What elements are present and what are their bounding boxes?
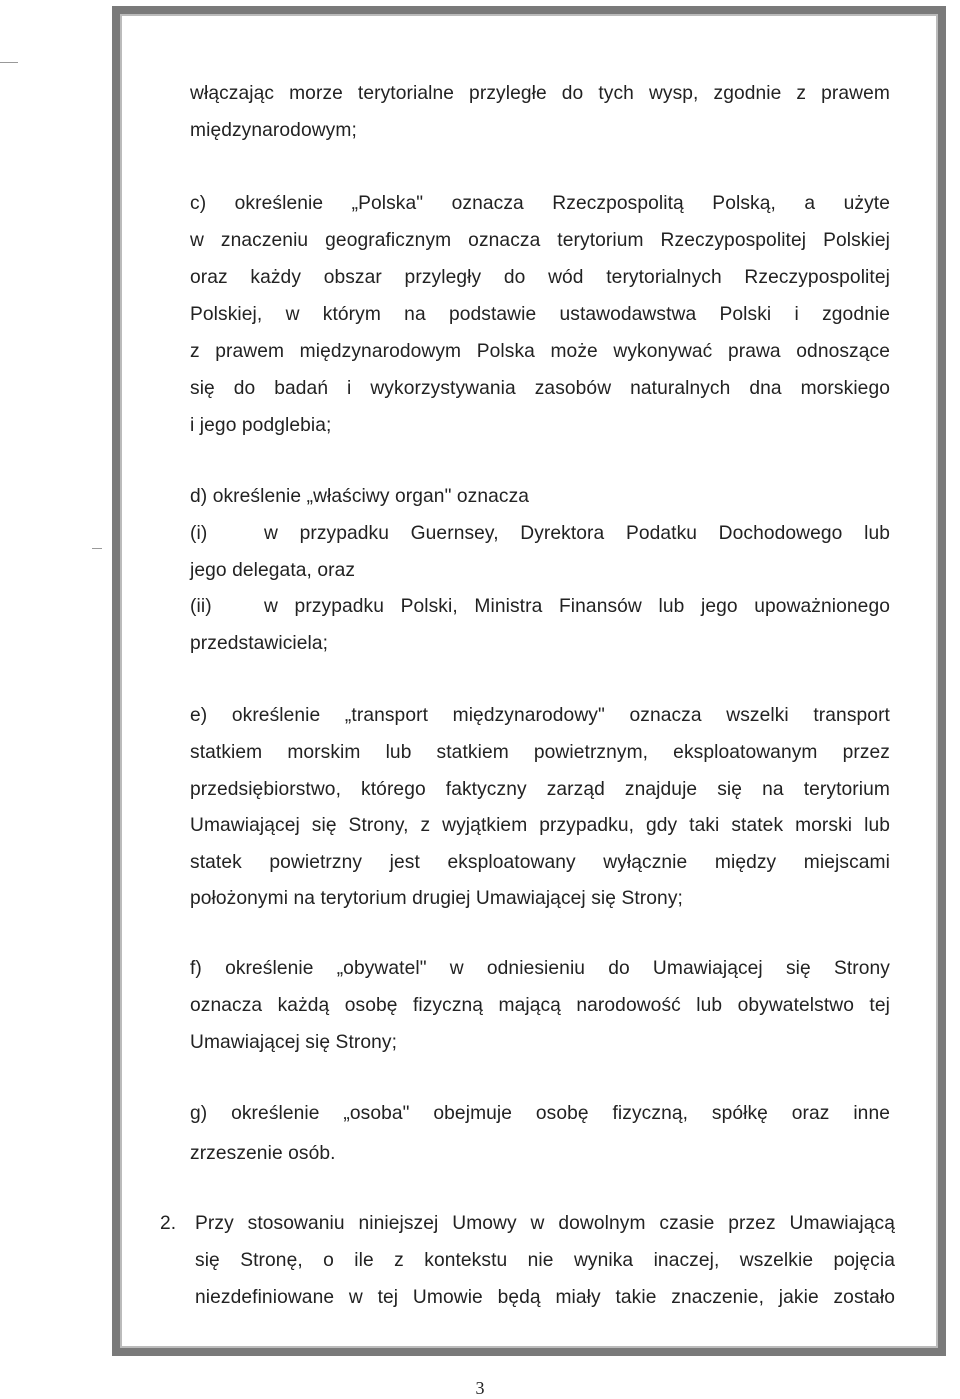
sub-item-marker: (ii)	[190, 596, 212, 617]
text-line: jego delegata, oraz	[190, 560, 356, 581]
text-line: międzynarodowym;	[190, 120, 357, 141]
scan-mark	[92, 548, 102, 549]
text-line: zrzeszenie osób.	[190, 1143, 336, 1164]
text-line: w znaczeniu geograficznym oznacza terytorium Rzeczypospolitej Polskiej	[190, 230, 890, 251]
text-line-sub-i	[190, 522, 890, 546]
text-line: Przy stosowaniu niniejszej Umowy w dowolnym czasie przez Umawiającą	[195, 1213, 895, 1234]
sub-item-text: w przypadku Polski, Ministra Finansów lub jego upoważnionego	[264, 596, 890, 617]
text-line: się Stronę, o ile z kontekstu nie wynika inaczej, wszelkie pojęcia	[195, 1250, 895, 1271]
text-line: niezdefiniowane w tej Umowie będą miały takie znaczenie, jakie zostało	[195, 1287, 895, 1308]
text-line: się do badań i wykorzystywania zasobów naturalnych dna morskiego	[190, 378, 890, 399]
text-line: c) określenie „Polska" oznacza Rzeczpospolitą Polską, a użyte	[190, 193, 890, 214]
text-line: położonymi na terytorium drugiej Umawiającej się Strony;	[190, 888, 683, 909]
text-line: f) określenie „obywatel" w odniesieniu do Umawiającej się Strony	[190, 958, 890, 979]
text-line-sub-ii	[190, 595, 890, 619]
text-line: włączając morze terytorialne przyległe do tych wysp, zgodnie z prawem	[190, 83, 890, 104]
text-line: i jego podglebia;	[190, 415, 332, 436]
text-line: d) określenie „właściwy organ" oznacza	[190, 486, 530, 507]
sub-item-marker: (i)	[190, 523, 208, 544]
text-line: przedstawiciela;	[190, 633, 329, 654]
text-line: g) określenie „osoba" obejmuje osobę fizyczną, spółkę oraz inne	[190, 1103, 890, 1124]
text-line: Polskiej, w którym na podstawie ustawodawstwa Polski i zgodnie	[190, 304, 890, 325]
page-number: 3	[475, 1378, 485, 1398]
sub-item-text: w przypadku Guernsey, Dyrektora Podatku Dochodowego lub	[264, 523, 890, 544]
text-line: statek powietrzny jest eksploatowany wyłącznie między miejscami	[190, 852, 890, 873]
text-line: oznacza każdą osobę fizyczną mającą narodowość lub obywatelstwo tej	[190, 995, 890, 1016]
text-line: Umawiającej się Strony, z wyjątkiem przypadku, gdy taki statek morski lub	[190, 815, 890, 836]
item-number: 2.	[160, 1213, 177, 1234]
text-line: oraz każdy obszar przyległy do wód terytorialnych Rzeczypospolitej	[190, 267, 890, 288]
scan-mark	[0, 62, 18, 63]
text-line: e) określenie „transport międzynarodowy" oznacza wszelki transport	[190, 705, 890, 726]
text-line: z prawem międzynarodowym Polska może wykonywać prawa odnoszące	[190, 341, 890, 362]
text-line: Umawiającej się Strony;	[190, 1032, 398, 1053]
text-line: przedsiębiorstwo, którego faktyczny zarząd znajduje się na terytorium	[190, 779, 890, 800]
text-line: statkiem morskim lub statkiem powietrznym, eksploatowanym przez	[190, 742, 890, 763]
